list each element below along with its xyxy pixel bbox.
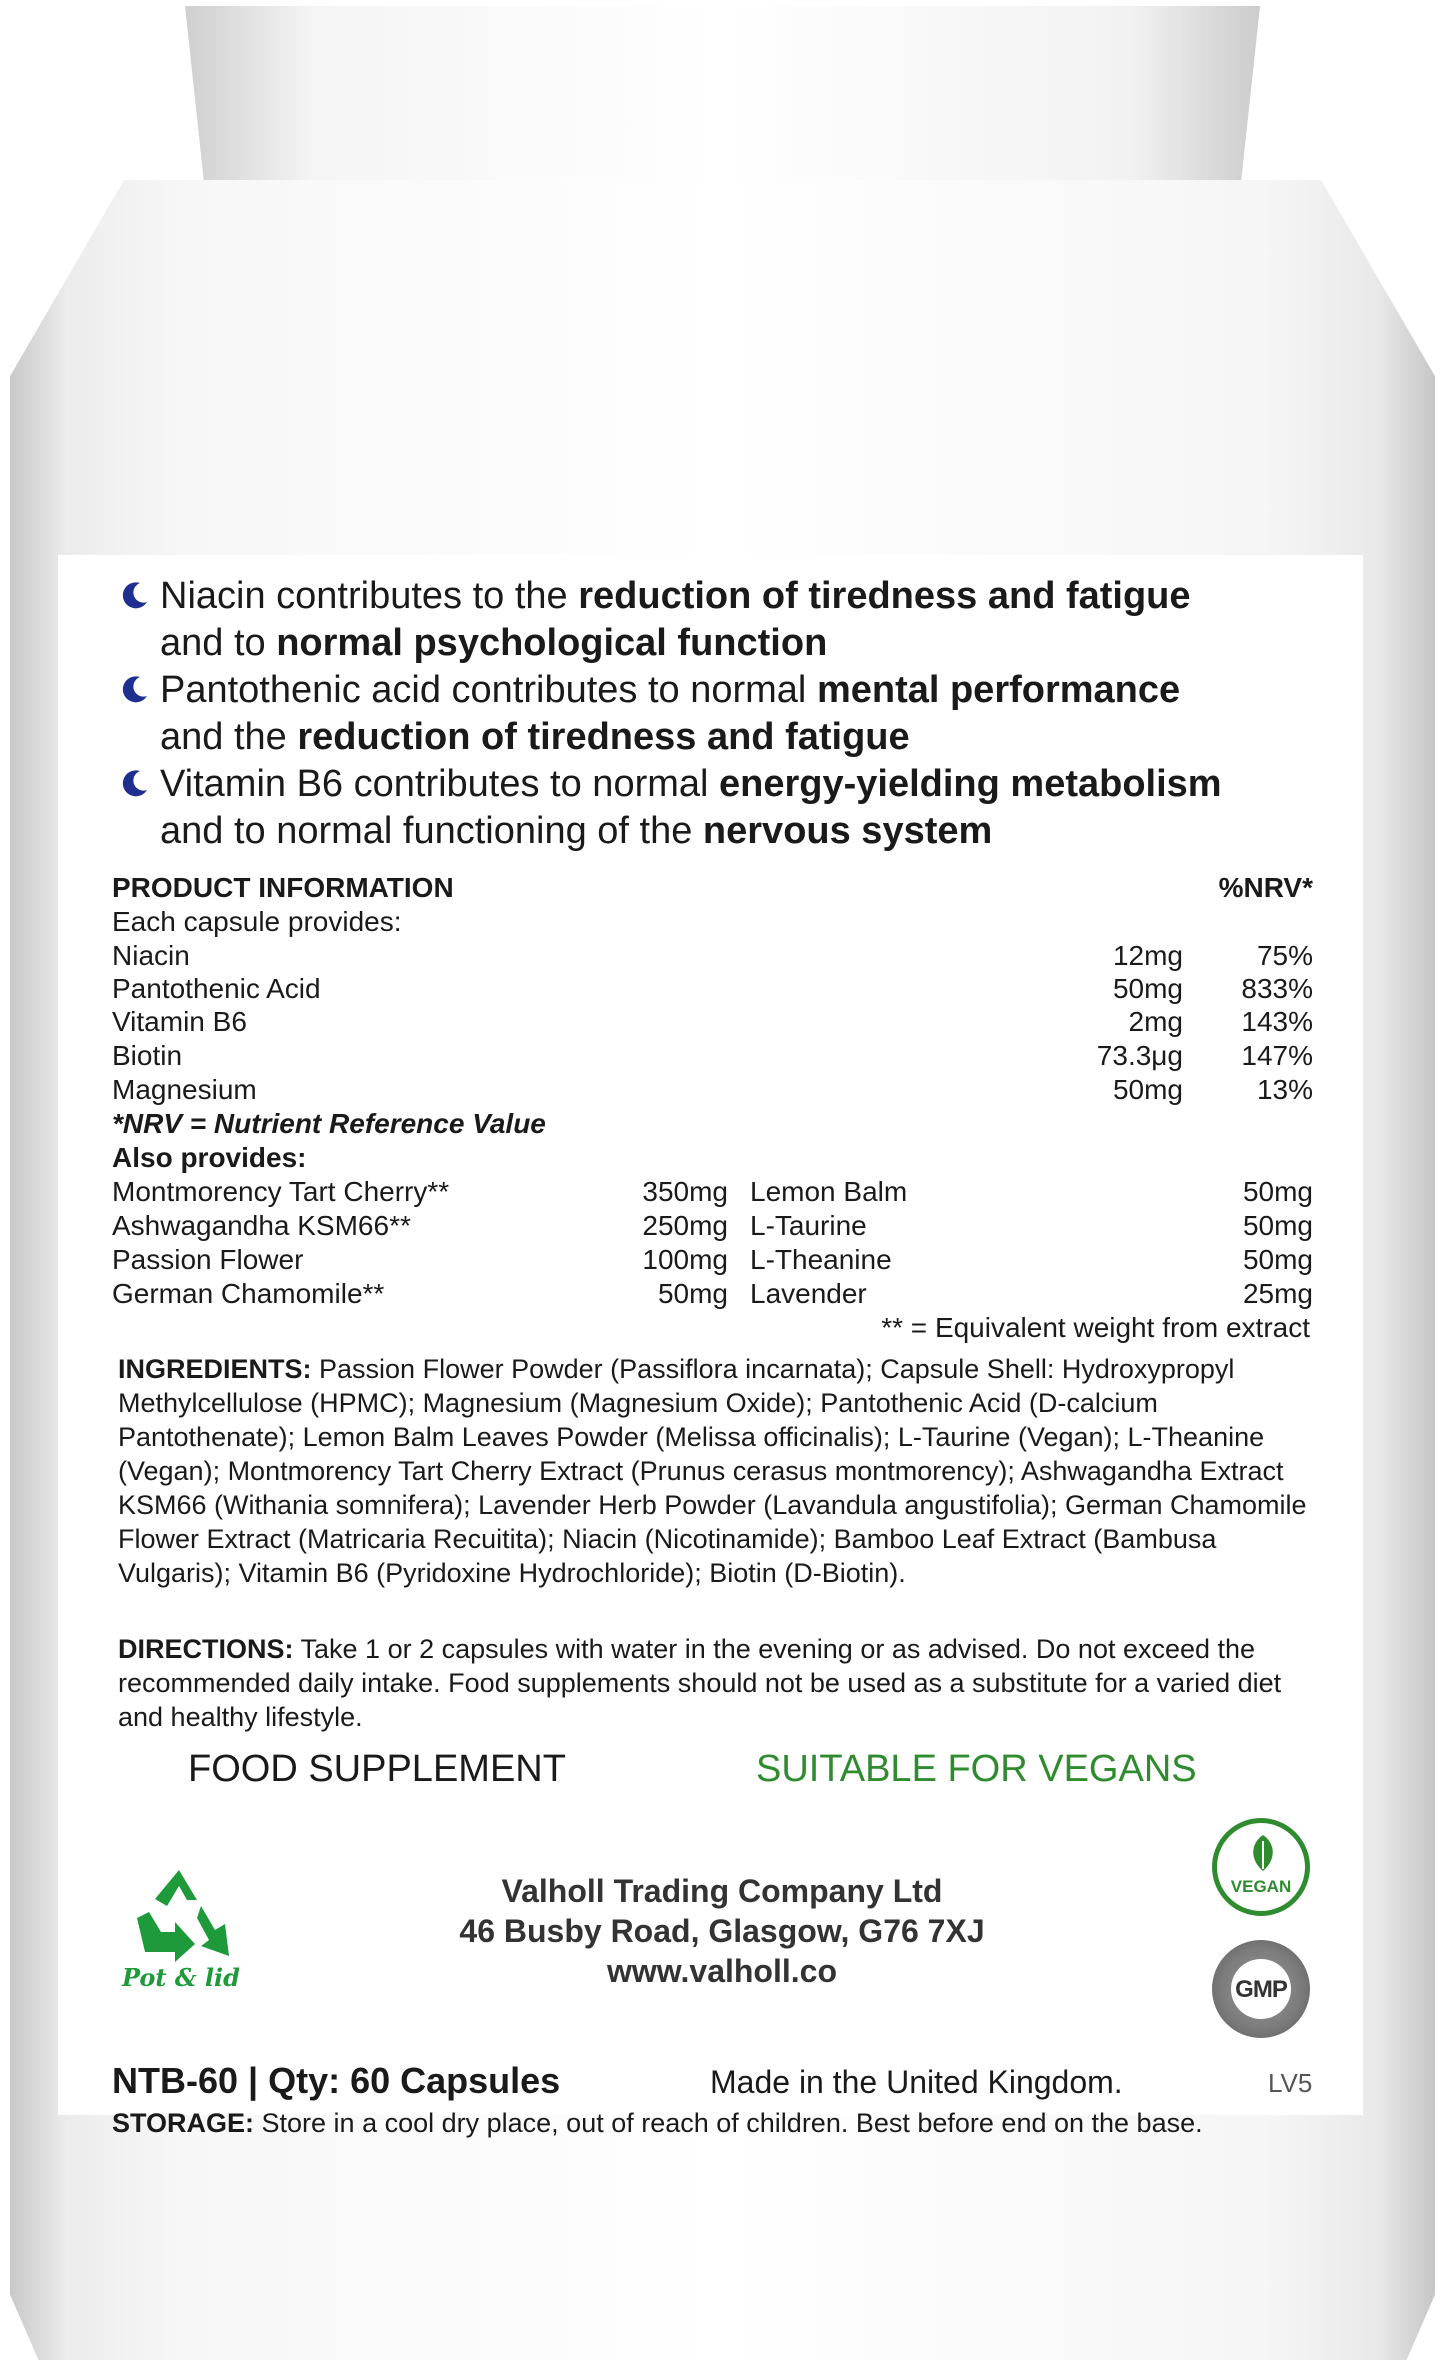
recycle-text: Pot & lid bbox=[122, 1963, 240, 1992]
claim-3-line-1: Vitamin B6 contributes to normal energy-yielding metabolism bbox=[160, 763, 1222, 805]
nutrient-name: Biotin bbox=[112, 1040, 183, 1071]
extra-name: Lemon Balm bbox=[750, 1176, 908, 1207]
extra-amount: 350mg bbox=[642, 1176, 728, 1207]
extra-amount: 50mg bbox=[657, 1278, 728, 1309]
storage-block bbox=[112, 2108, 1203, 2139]
ingredients-text: Passion Flower Powder (Passiflora incarnata); Capsule Shell: Hydroxypropyl Methylcellulose (HPMC); Magnesium (Magnesium Oxide); Pantothenic Acid (D-calcium Pantothenate); Lemon Balm Leaves Powder (Melissa officinalis); L-Taurine (Vegan); L-Theanine (Vegan); Montmorency Tart Cherry Extract (Prunus cerasus montmorency); Ashwagandha Extract KSM66 (Withania somnifera); Lavender Herb Powder (Lavandula angustifolia); German Chamomile Flower Extract (Matricaria Recuitita); Niacin (Nicotinamide); Bamboo Leaf Extract (Bambusa Vulgaris); Vitamin B6 (Pyridoxine Hydrochloride); Biotin (D-Biotin). bbox=[118, 1354, 1307, 1588]
nutrient-nrv: 147% bbox=[1241, 1040, 1313, 1071]
company-name: Valholl Trading Company Ltd bbox=[501, 1873, 943, 1909]
extract-note: ** = Equivalent weight from extract bbox=[881, 1312, 1310, 1343]
company-address: 46 Busby Road, Glasgow, G76 7XJ bbox=[459, 1913, 985, 1949]
nutrient-nrv: 75% bbox=[1256, 940, 1313, 971]
extra-name: L-Theanine bbox=[750, 1244, 892, 1275]
directions-block bbox=[118, 1632, 1318, 1734]
extra-amount: 50mg bbox=[1242, 1244, 1313, 1275]
nrv-heading: %NRV* bbox=[1218, 872, 1313, 903]
also-provides-heading: Also provides: bbox=[112, 1142, 307, 1173]
vegan-badge bbox=[1212, 1818, 1310, 1916]
extra-amount: 25mg bbox=[1242, 1278, 1313, 1309]
bottle-lid bbox=[185, 6, 1260, 206]
nutrient-nrv: 833% bbox=[1241, 973, 1313, 1004]
leaf-icon bbox=[1245, 1833, 1281, 1873]
ingredients-label: INGREDIENTS: bbox=[118, 1354, 312, 1384]
storage-label: STORAGE: bbox=[112, 2108, 255, 2138]
extra-amount: 50mg bbox=[1242, 1210, 1313, 1241]
each-capsule-text: Each capsule provides: bbox=[112, 906, 402, 937]
nutrient-name: Pantothenic Acid bbox=[112, 973, 321, 1004]
nutrient-amount: 2mg bbox=[1128, 1006, 1183, 1037]
nutrient-amount: 12mg bbox=[1112, 940, 1183, 971]
nutrient-amount: 73.3μg bbox=[1096, 1040, 1183, 1071]
claim-3-line-2: and to normal functioning of the nervous system bbox=[160, 810, 993, 852]
gmp-badge-text: GMP bbox=[1235, 1976, 1287, 2003]
moon-icon bbox=[120, 674, 150, 704]
made-in-text: Made in the United Kingdom. bbox=[710, 2064, 1123, 2100]
extra-name: German Chamomile** bbox=[112, 1278, 385, 1309]
nutrient-name: Niacin bbox=[112, 940, 190, 971]
company-website: www.valholl.co bbox=[607, 1953, 837, 1989]
nutrient-nrv: 143% bbox=[1241, 1006, 1313, 1037]
moon-icon bbox=[120, 768, 150, 798]
extra-amount: 100mg bbox=[642, 1244, 728, 1275]
claim-2-line-2: and the reduction of tiredness and fatigue bbox=[160, 716, 910, 758]
extra-name: Passion Flower bbox=[112, 1244, 304, 1275]
storage-text: Store in a cool dry place, out of reach of children. Best before end on the base. bbox=[254, 2108, 1203, 2138]
extra-amount: 250mg bbox=[642, 1210, 728, 1241]
claim-1-line-2: and to normal psychological function bbox=[160, 622, 828, 664]
extra-name: Lavender bbox=[750, 1278, 867, 1309]
suitable-vegans-text: SUITABLE FOR VEGANS bbox=[756, 1748, 1197, 1790]
extra-name: Montmorency Tart Cherry** bbox=[112, 1176, 450, 1207]
food-supplement-text: FOOD SUPPLEMENT bbox=[188, 1748, 566, 1790]
recycle-icon bbox=[118, 1866, 240, 1962]
extra-amount: 50mg bbox=[1242, 1176, 1313, 1207]
nrv-note: *NRV = Nutrient Reference Value bbox=[112, 1108, 546, 1139]
product-code: NTB-60 | Qty: 60 Capsules bbox=[112, 2060, 561, 2101]
claim-1-line-1: Niacin contributes to the reduction of tiredness and fatigue bbox=[160, 575, 1191, 617]
gmp-badge bbox=[1212, 1940, 1310, 2038]
label-version: LV5 bbox=[1268, 2068, 1313, 2098]
directions-label: DIRECTIONS: bbox=[118, 1634, 294, 1664]
nutrient-nrv: 13% bbox=[1256, 1074, 1313, 1105]
nutrient-name: Vitamin B6 bbox=[112, 1006, 247, 1037]
vegan-badge-text: VEGAN bbox=[1230, 1877, 1292, 1896]
moon-icon bbox=[120, 580, 150, 610]
nutrient-name: Magnesium bbox=[112, 1074, 257, 1105]
claim-2-line-1: Pantothenic acid contributes to normal mental performance bbox=[160, 669, 1181, 711]
ingredients-block bbox=[118, 1352, 1318, 1590]
nutrient-amount: 50mg bbox=[1112, 973, 1183, 1004]
nutrient-amount: 50mg bbox=[1112, 1074, 1183, 1105]
directions-text: Take 1 or 2 capsules with water in the evening or as advised. Do not exceed the recommended daily intake. Food supplements should not be used as a substitute for a varied diet and healthy lifestyle. bbox=[118, 1634, 1282, 1732]
extra-name: L-Taurine bbox=[750, 1210, 867, 1241]
product-info-heading: PRODUCT INFORMATION bbox=[112, 872, 454, 903]
extra-name: Ashwagandha KSM66** bbox=[112, 1210, 411, 1241]
